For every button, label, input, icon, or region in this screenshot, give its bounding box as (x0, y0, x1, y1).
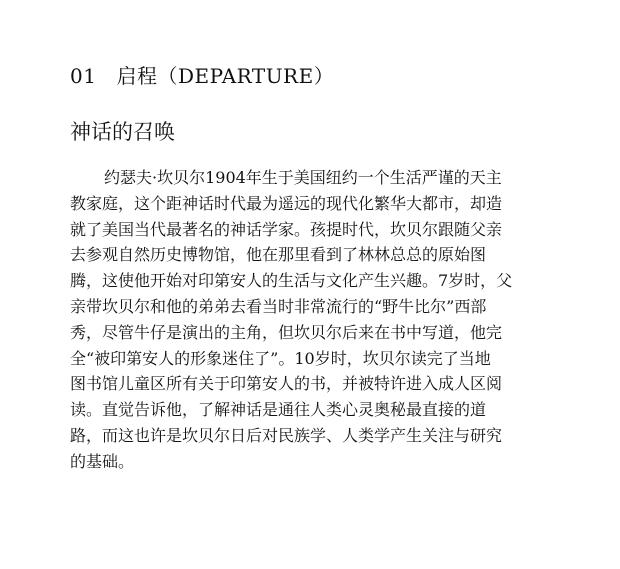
paragraph-line: 就了美国当代最著名的神话学家。孩提时代，坎贝尔跟随父亲 (70, 219, 503, 239)
paragraph-line: 全“被印第安人的形象迷住了”。10岁时，坎贝尔读完了当地 (70, 348, 491, 368)
paragraph-line: 亲带坎贝尔和他的弟弟去看当时非常流行的“野牛比尔”西部 (70, 296, 487, 316)
paragraph-line: 约瑟夫·坎贝尔1904年生于美国纽约一个生活严谨的天主 (104, 168, 502, 187)
paragraph-line: 读。直觉告诉他，了解神话是通往人类心灵奥秘最直接的道 (70, 400, 487, 420)
paragraph-line: 教家庭，这个距神话时代最为遥远的现代化繁华大都市，却造 (70, 193, 503, 213)
chapter-heading (70, 62, 334, 90)
section-title: 神话的召唤 (70, 120, 175, 144)
chapter-title: 启程（DEPARTURE） (116, 64, 335, 88)
paragraph-line: 图书馆儿童区所有关于印第安人的书，并被特许进入成人区阅 (70, 374, 503, 394)
body-paragraph (70, 165, 550, 475)
paragraph-line: 腾，这使他开始对印第安人的生活与文化产生兴趣。7岁时，父 (70, 271, 513, 291)
chapter-number: 01 (70, 64, 97, 88)
paragraph-line: 去参观自然历史博物馆，他在那里看到了林林总总的原始图 (70, 245, 487, 265)
paragraph-line: 的基础。 (70, 451, 135, 471)
paragraph-line: 路，而这也许是坎贝尔日后对民族学、人类学产生关注与研究 (70, 425, 503, 445)
paragraph-line: 秀，尽管牛仔是演出的主角，但坎贝尔后来在书中写道，他完 (70, 322, 503, 342)
